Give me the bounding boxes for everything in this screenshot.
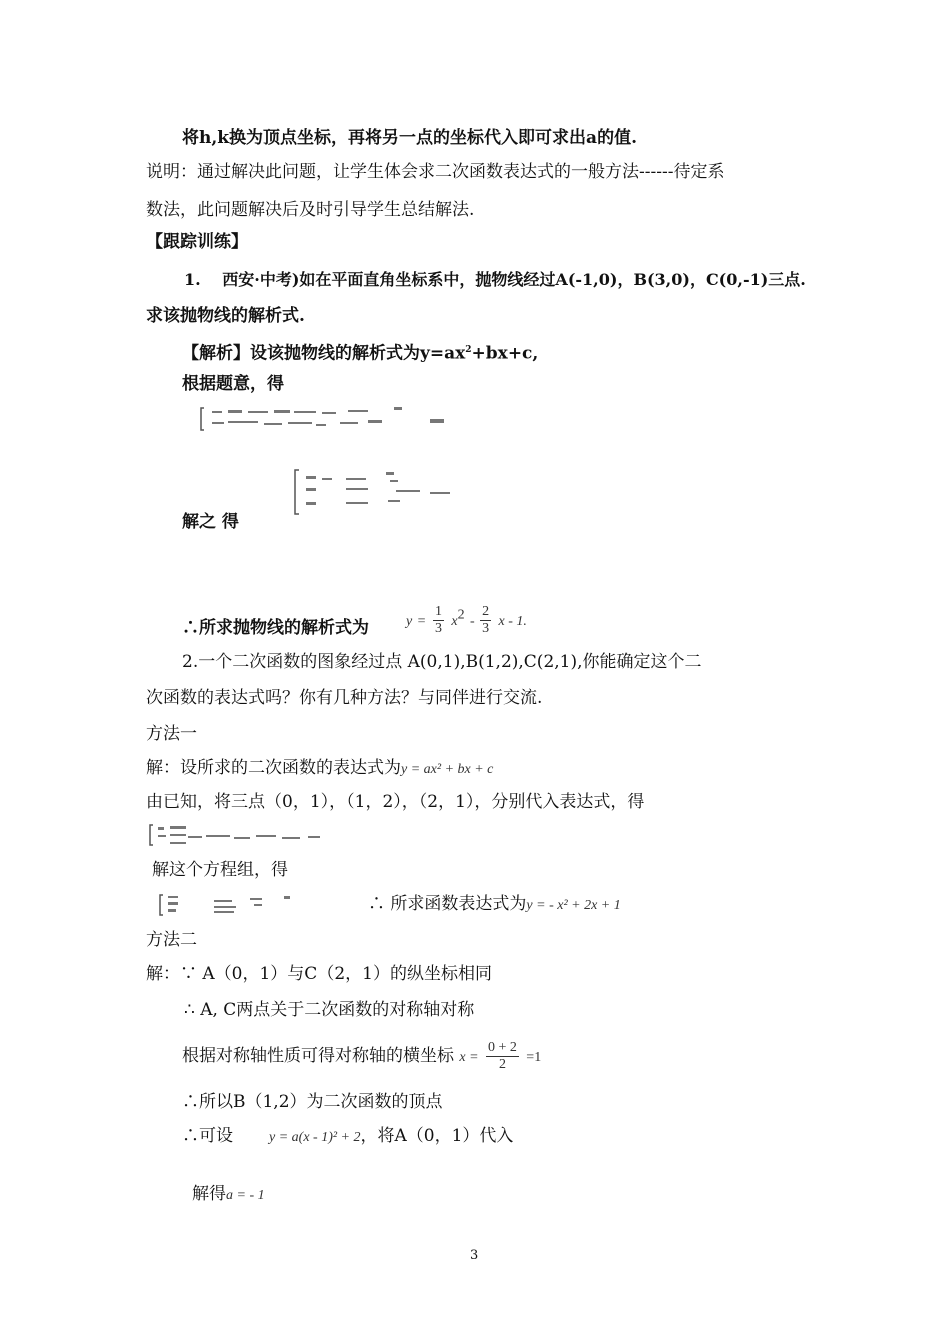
math-var: x xyxy=(451,614,458,629)
fraction-denominator: 2 xyxy=(498,1057,506,1072)
math-op: - xyxy=(469,614,479,629)
text-line: 解之 得 xyxy=(182,512,239,532)
text-line: 解这个方程组，得 xyxy=(152,860,288,880)
math-tail: x - 1. xyxy=(498,614,527,629)
solution-text-tail: +bx+c, xyxy=(471,343,539,364)
result-formula: y = - x² + 2x + 1 xyxy=(526,898,621,913)
text-line: 求该抛物线的解析式. xyxy=(146,306,305,326)
fraction xyxy=(486,1040,519,1073)
text-line: 数法，此问题解决后及时引导学生总结解法. xyxy=(146,200,475,220)
text-span: ，将A（0，1）代入 xyxy=(360,1126,514,1146)
text-line xyxy=(192,1182,265,1208)
text-line: 解：∵ A（0，1）与C（2，1）的纵坐标相同 xyxy=(146,964,492,984)
fraction-numerator: 1 xyxy=(434,604,442,619)
text-line: ∴ A, C两点关于二次函数的对称轴对称 xyxy=(184,1000,475,1020)
text-span: 解：设所求的二次函数的表达式为 xyxy=(146,758,401,778)
text-span: ∴可设 xyxy=(182,1126,233,1146)
axis-result: =1 xyxy=(526,1050,542,1065)
method-heading: 方法二 xyxy=(146,930,197,950)
a-value-formula: a = - 1 xyxy=(226,1188,265,1203)
vertex-form-formula: y = a(x - 1)² + 2 xyxy=(269,1130,361,1145)
general-form-formula: y = ax² + bx + c xyxy=(401,762,494,777)
text-span: 根据对称轴性质可得对称轴的横坐标 xyxy=(182,1046,454,1066)
text-line: 说明：通过解决此问题，让学生体会求二次函数表达式的一般方法------待定系 xyxy=(146,162,725,182)
fraction-numerator: 0 + 2 xyxy=(487,1040,517,1055)
page-number: 3 xyxy=(470,1248,479,1263)
axis-formula-x: x = xyxy=(459,1050,479,1065)
math-var: y xyxy=(406,614,413,629)
equation-system-image xyxy=(198,404,458,434)
fraction xyxy=(433,604,444,637)
fraction-numerator: 2 xyxy=(482,604,490,619)
problem-2: 2.一个二次函数的图象经过点 A(0,1),B(1,2),C(2,1),你能确定这个二 xyxy=(182,652,702,672)
solution-text: 【解析】设该抛物线的解析式为y=ax xyxy=(182,343,466,364)
text-line: 次函数的表达式吗？你有几种方法？与同伴进行交流. xyxy=(146,688,543,708)
text-span: 解得 xyxy=(192,1184,226,1204)
text-line xyxy=(146,756,493,782)
text-line xyxy=(182,1040,541,1073)
result-line xyxy=(368,892,621,918)
exponent: 2 xyxy=(457,607,465,623)
text-line: ∴所以B（1,2）为二次函数的顶点 xyxy=(182,1092,443,1112)
solution-line xyxy=(182,338,538,366)
answer-label: ∴所求抛物线的解析式为 xyxy=(182,618,369,638)
section-heading: 【跟踪训练】 xyxy=(146,232,248,252)
text-line: 根据题意，得 xyxy=(182,374,284,394)
problem-1: 1. 西安·中考)如在平面直角坐标系中，抛物线经过A(-1,0)，B(3,0)，C(0,-1)三点. xyxy=(184,270,806,289)
fraction-denominator: 3 xyxy=(434,621,442,636)
answer-line xyxy=(182,616,369,640)
text-span: ∴ 所求函数表达式为 xyxy=(368,894,527,914)
text-line: 由已知，将三点（0，1），（1，2），（2，1），分别代入表达式，得 xyxy=(146,792,645,812)
text-line: 将h,k换为顶点坐标，再将另一点的坐标代入即可求出a的值. xyxy=(182,128,637,148)
method-heading: 方法一 xyxy=(146,724,197,744)
equation-system-image xyxy=(148,822,338,848)
fraction-denominator: 3 xyxy=(482,621,490,636)
exponent: 2 xyxy=(465,345,472,355)
text-line xyxy=(182,1124,513,1150)
math-eq: = xyxy=(417,614,426,629)
equation-system-image xyxy=(158,892,308,918)
equation-system-image xyxy=(292,466,462,518)
fraction xyxy=(480,604,491,637)
answer-formula xyxy=(406,604,527,637)
